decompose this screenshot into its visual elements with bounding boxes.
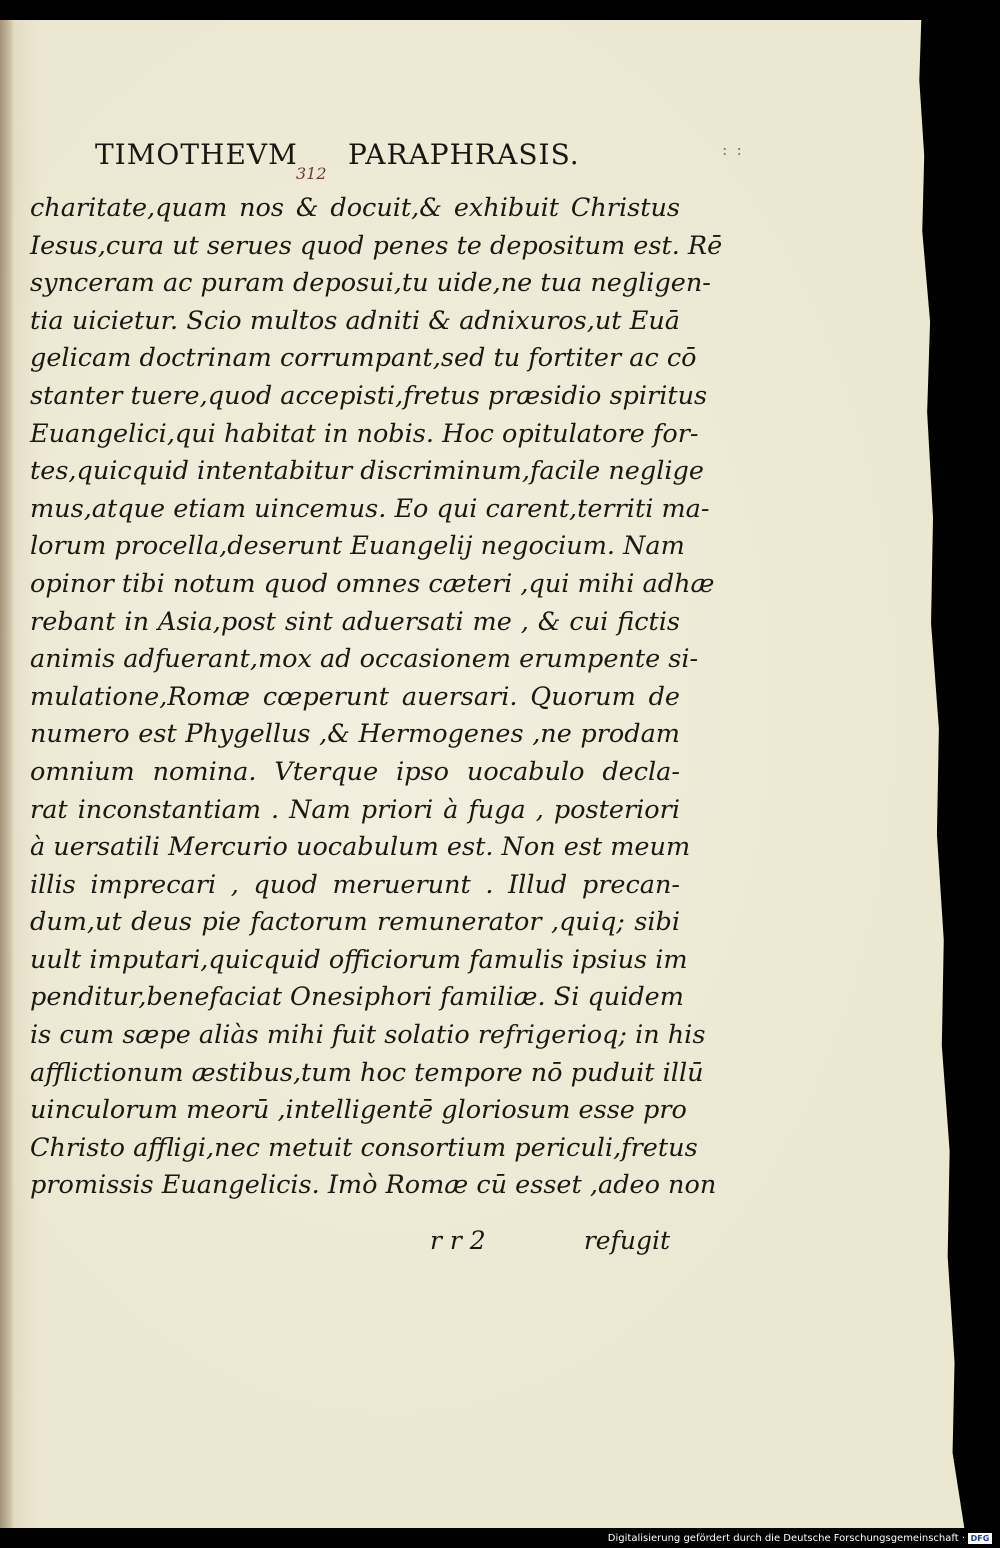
text-line: opinor tibi notum quod omnes cæteri ,qui mihi adhæ (30, 568, 715, 599)
page-gutter-shadow (0, 20, 14, 1528)
margin-marks: : : (722, 140, 744, 159)
text-line: Iesus,cura ut serues quod penes te depositum est. Rē (30, 230, 723, 261)
text-line: uinculorum meorū ,intelligentē gloriosum esse pro (30, 1095, 687, 1126)
digitization-credit (608, 1531, 992, 1545)
text-line: illis imprecari , quod meruerunt . Illud precan- (30, 869, 680, 900)
text-line: uult imputari,quicquid officiorum famulis ipsius im (30, 944, 688, 975)
text-line: afflictionum æstibus,tum hoc tempore nō puduit illū (30, 1057, 704, 1088)
running-header (95, 138, 615, 174)
handwritten-annotation: 312 (296, 164, 327, 183)
text-line: Christo affligi,nec metuit consortium periculi,fretus (30, 1132, 698, 1163)
text-line: gelicam doctrinam corrumpant,sed tu fortiter ac cō (30, 343, 697, 374)
text-line: stanter tuere,quod accepisti,fretus præsidio spiritus (30, 380, 708, 411)
text-line: promissis Euangelicis. Imò Romæ cū esset ,adeo non (30, 1170, 717, 1201)
text-line: is cum sæpe aliàs mihi fuit solatio refrigerioq; in his (30, 1020, 706, 1051)
text-line: tia uicietur. Scio multos adniti & adnixuros,ut Euā (30, 305, 680, 336)
page-foot (430, 1226, 670, 1266)
text-line: mus,atque etiam uincemus. Eo qui carent,territi ma- (30, 493, 710, 524)
text-line: synceram ac puram deposui,tu uide,ne tua negligen- (30, 268, 711, 299)
running-header-left: TIMOTHEVM (95, 138, 298, 171)
text-line: penditur,benefaciat Onesiphori familiæ. Si quidem (30, 982, 684, 1013)
text-line: lorum procella,deserunt Euangelij negocium. Nam (30, 531, 685, 562)
text-line: numero est Phygellus ,& Hermogenes ,ne prodam (30, 719, 680, 750)
signature-mark: r r 2 (430, 1226, 486, 1255)
text-line: rat inconstantiam . Nam priori à fuga , posteriori (30, 794, 680, 825)
text-line: rebant in Asia,post sint aduersati me , & cui fictis (30, 606, 680, 637)
running-header-right: PARAPHRASIS. (348, 138, 580, 171)
text-line: omnium nomina. Vterque ipso uocabulo decla- (30, 756, 680, 787)
credit-text: Digitalisierung gefördert durch die Deutsche Forschungsgemeinschaft · (607, 1532, 965, 1544)
text-line: charitate,quam nos & docuit,& exhibuit Christus (30, 193, 680, 223)
dfg-logo: DFG (968, 1533, 992, 1544)
text-line: animis adfuerant,mox ad occasionem erumpente si- (30, 644, 699, 675)
text-line: dum,ut deus pie factorum remunerator ,quiq; sibi (30, 907, 680, 938)
text-line: à uersatili Mercurio uocabulum est. Non est meum (30, 832, 691, 863)
body-text (30, 190, 723, 1205)
text-line: Euangelici,qui habitat in nobis. Hoc opitulatore for- (30, 418, 699, 449)
text-line: tes,quicquid intentabitur discriminum,facile neglige (30, 456, 704, 487)
text-line: mulatione,Romæ cœperunt auersari. Quorum de (30, 681, 680, 712)
catchword: refugit (583, 1226, 670, 1255)
